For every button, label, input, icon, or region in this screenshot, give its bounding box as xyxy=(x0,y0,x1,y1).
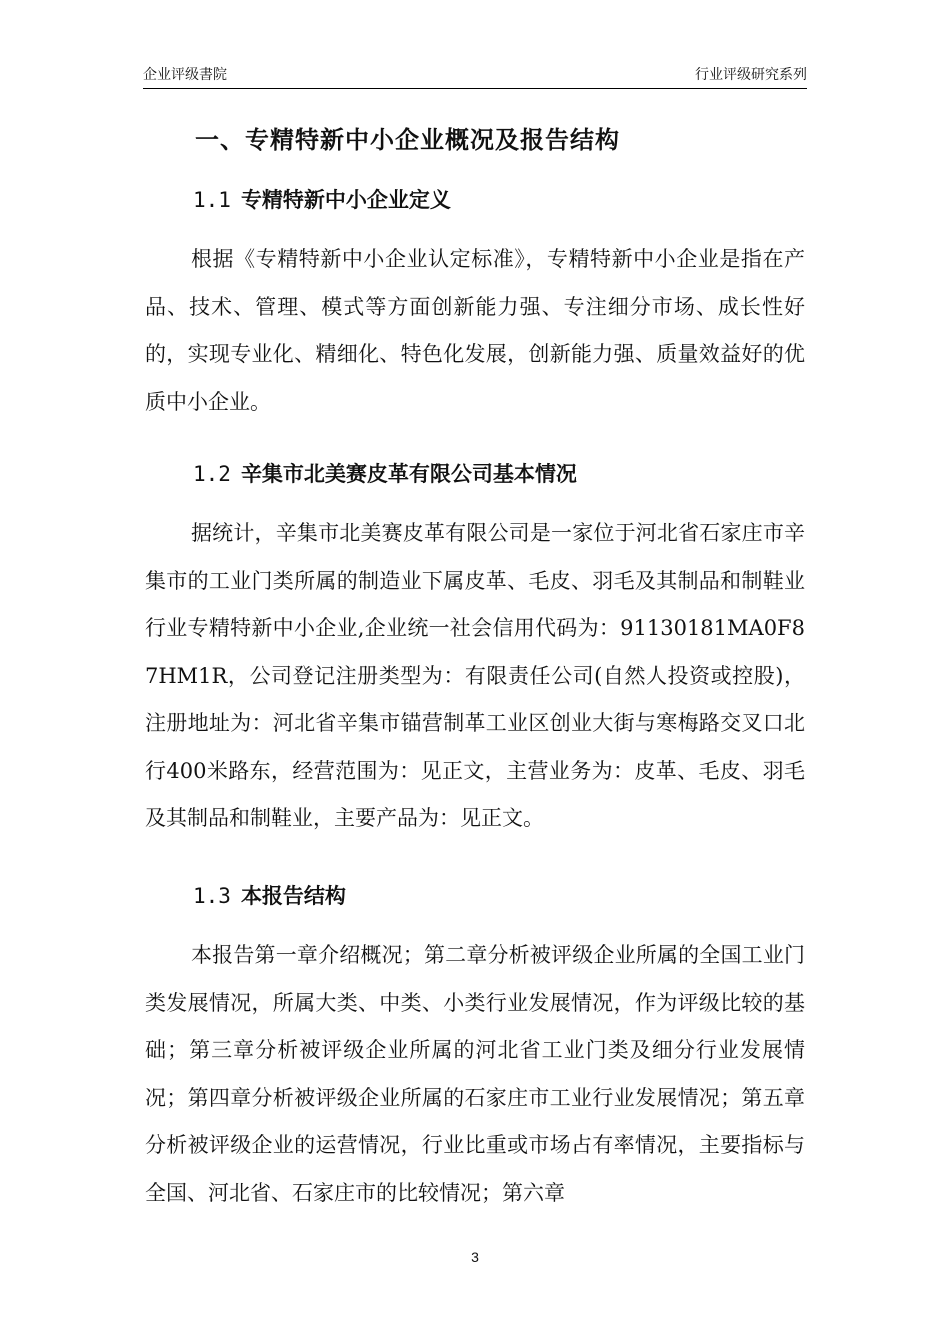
section-paragraph-1-3: 本报告第一章介绍概况；第二章分析被评级企业所属的全国工业门类发展情况，所属大类、中类、小类行业发展情况，作为评级比较的基础；第三章分析被评级企业所属的河北省工业门类及细分行业发展情况；第四章分析被评级企业所属的石家庄市工业行业发展情况；第五章分析被评级企业的运营情况，行业比重或市场占有率情况，主要指标与全国、河北省、石家庄市的比较情况；第六章 xyxy=(145,943,805,1205)
chapter-title: 一、专精特新中小企业概况及报告结构 xyxy=(195,126,620,154)
section-heading-1-3 xyxy=(193,880,346,910)
section-title: 专精特新中小企业定义 xyxy=(240,188,451,212)
section-heading-1-1 xyxy=(193,184,451,214)
section-number: 1.3 xyxy=(193,884,231,908)
section-heading-1-2 xyxy=(193,458,577,488)
section-paragraph-1-2: 据统计，辛集市北美赛皮革有限公司是一家位于河北省石家庄市辛集市的工业门类所属的制造业下属皮革、毛皮、羽毛及其制品和制鞋业行业专精特新中小企业,企业统一社会信用代码为：91130181MA0F87HM1R，公司登记注册类型为：有限责任公司(自然人投资或控股)，注册地址为：河北省辛集市锚营制革工业区创业大街与寒梅路交叉口北行400米路东，经营范围为：见正文，主营业务为：皮革、毛皮、羽毛及其制品和制鞋业，主要产品为：见正文。 xyxy=(145,521,805,830)
section-paragraph-1-1: 根据《专精特新中小企业认定标准》，专精特新中小企业是指在产品、技术、管理、模式等方面创新能力强、专注细分市场、成长性好的，实现专业化、精细化、特色化发展，创新能力强、质量效益好的优质中小企业。 xyxy=(145,247,805,414)
section-title: 本报告结构 xyxy=(240,884,346,908)
page-number: 3 xyxy=(471,1249,479,1265)
page-header xyxy=(143,66,807,89)
header-left-text: 企业评级書院 xyxy=(143,67,227,83)
header-right-text: 行业评级研究系列 xyxy=(695,67,807,83)
section-number: 1.1 xyxy=(193,188,231,212)
section-title: 辛集市北美赛皮革有限公司基本情况 xyxy=(240,462,577,486)
section-number: 1.2 xyxy=(193,462,231,486)
